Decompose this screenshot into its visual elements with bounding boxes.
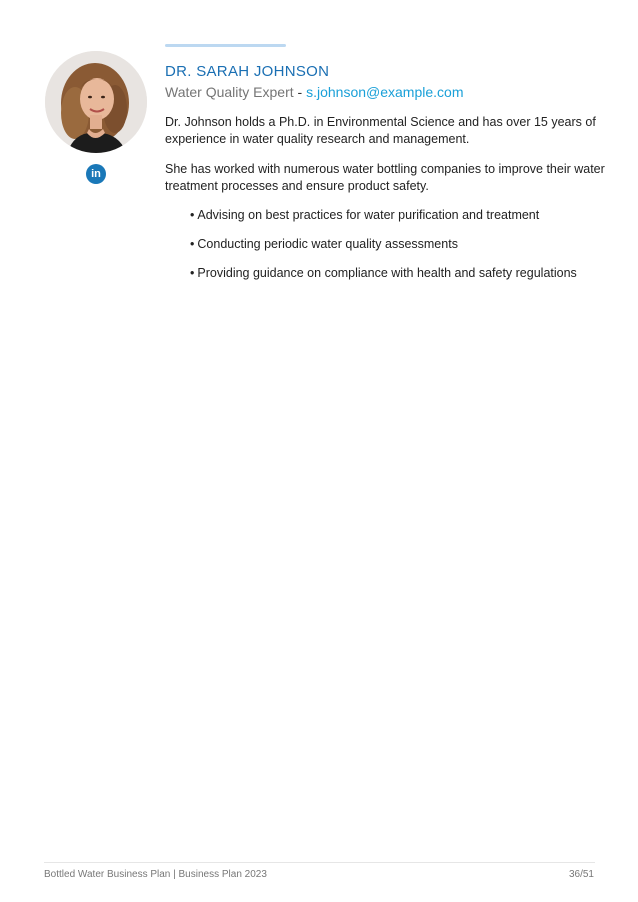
list-item-text: Providing guidance on compliance with health and safety regulations: [197, 266, 577, 280]
list-item: • Advising on best practices for water purification and treatment: [190, 208, 540, 222]
list-item: • Conducting periodic water quality assessments: [190, 237, 458, 251]
profile-role: Water Quality Expert: [165, 84, 294, 100]
list-item: • Providing guidance on compliance with health and safety regulations: [190, 266, 577, 280]
page-number: 36/51: [568, 869, 594, 880]
responsibility-list: [190, 207, 605, 282]
profile-content: [165, 62, 605, 294]
bio-paragraph: She has worked with numerous water bottling companies to improve their water treatment processes and ensure product safety.: [165, 162, 605, 193]
bio-paragraph: Dr. Johnson holds a Ph.D. in Environmental Science and has over 15 years of experience in water quality research and management.: [165, 115, 596, 146]
accent-bar: [165, 44, 286, 47]
footer-title: Bottled Water Business Plan | Business Plan 2023: [44, 869, 267, 880]
profile-subtitle: [165, 83, 605, 101]
footer-divider: [44, 862, 595, 863]
subtitle-separator: -: [293, 84, 307, 100]
linkedin-icon[interactable]: [86, 164, 106, 184]
profile-name: DR. SARAH JOHNSON: [165, 63, 330, 80]
avatar: [45, 51, 147, 153]
portrait-image: [45, 51, 147, 153]
list-item-text: Advising on best practices for water purification and treatment: [197, 208, 540, 222]
list-item-text: Conducting periodic water quality assessments: [197, 237, 458, 251]
email-link[interactable]: s.johnson@example.com: [306, 84, 464, 100]
linkedin-glyph: in: [91, 168, 101, 180]
